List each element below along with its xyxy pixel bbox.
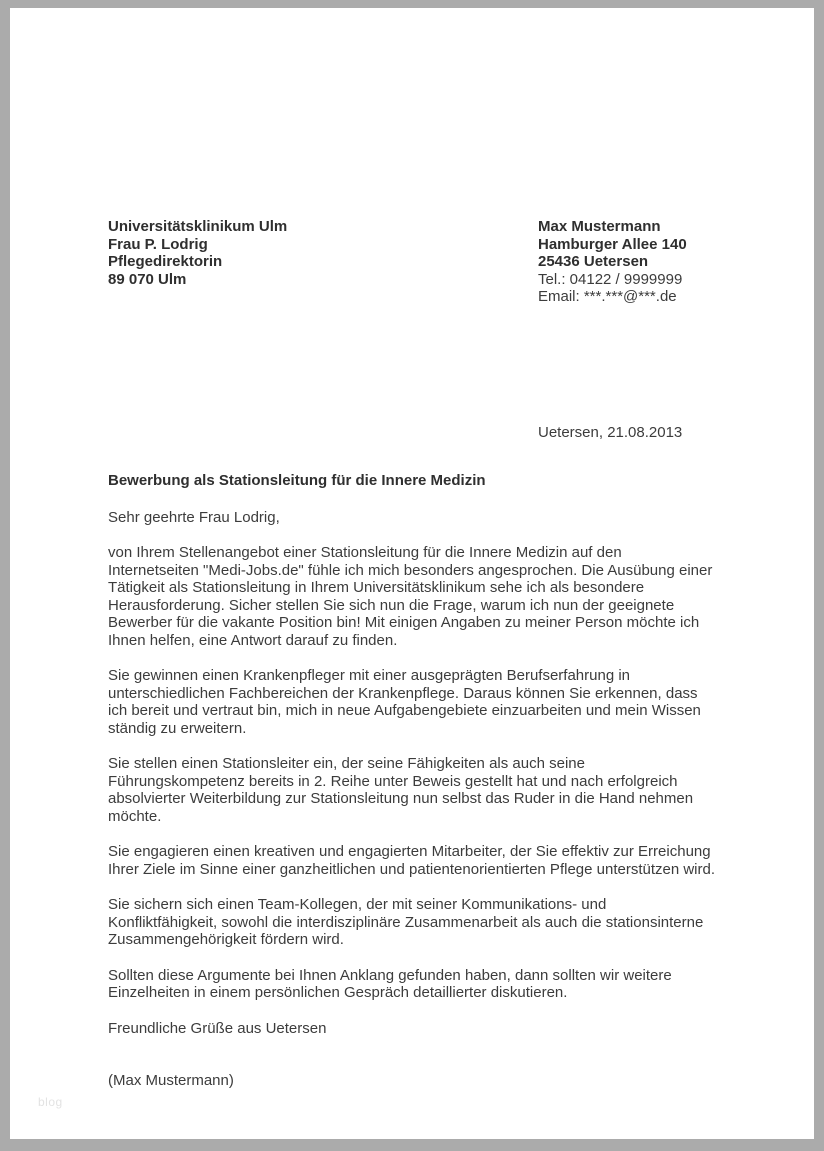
address-row (108, 218, 716, 306)
sender-email: Email: ***.***@***.de (538, 288, 677, 305)
paragraph: von Ihrem Stellenangebot einer Stationsleitung für die Innere Medizin auf den Internetseiten "Medi-Jobs.de" fühle ich mich besonders angesprochen. Die Ausübung einer Tätigkeit als Stationsleitung in Ihrem Universitätsklinikum sehe ich als besondere Herausforderung. Sicher stellen Sie sich nun die Frage, warum ich nun der geeignete Bewerber für die vakante Position bin! Mit einigen Angaben zu meiner Person möchte ich Ihnen helfen, eine Antwort darauf zu finden. (108, 544, 713, 649)
subject-line: Bewerbung als Stationsleitung für die Innere Medizin (108, 472, 486, 489)
date-line: Uetersen, 21.08.2013 (538, 423, 683, 441)
paragraph: Sie gewinnen einen Krankenpfleger mit einer ausgeprägten Berufserfahrung in unterschiedlichen Fachbereichen der Krankenpflege. Daraus können Sie erkennen, dass ich bereit und vertraut bin, mich in neue Aufgabengebiete einzuarbeiten und mein Wissen ständig zu erweitern. (108, 667, 701, 737)
recipient-address (108, 218, 538, 288)
paragraph: Sie engagieren einen kreativen und engagierten Mitarbeiter, der Sie effektiv zur Erreichung Ihrer Ziele im Sinne einer ganzheitlichen und patientenorientierten Pflege unterstützen wird. (108, 843, 716, 878)
salutation: Sehr geehrte Frau Lodrig, (108, 508, 280, 526)
letter-page (10, 8, 814, 1139)
watermark-text: blog (38, 1094, 63, 1109)
sender-address (538, 218, 687, 306)
sender-street: Hamburger Allee 140 (538, 235, 687, 253)
recipient-line: Pflegedirektorin (108, 253, 223, 270)
sender-phone: Tel.: 04122 / 9999999 (538, 270, 683, 288)
sender-city: 25436 Uetersen (538, 253, 649, 270)
paragraph: Sie stellen einen Stationsleiter ein, der seine Fähigkeiten als auch seine Führungskompetenz bereits in 2. Reihe unter Beweis gestellt hat und nach erfolgreich absolvierter Weiterbildung zur Stationsleitung nun selbst das Ruder in die Hand nehmen möchte. (108, 755, 694, 825)
paragraph: Sie sichern sich einen Team-Kollegen, der mit seiner Kommunikations- und Konfliktfähigkeit, sowohl die interdisziplinäre Zusammenarbeit als auch die stationsinterne Zusammengehörigkeit fördern wird. (108, 896, 704, 948)
recipient-line: 89 070 Ulm (108, 270, 187, 288)
closing-line: Freundliche Grüße aus Uetersen (108, 1019, 327, 1037)
recipient-line: Frau P. Lodrig (108, 235, 208, 253)
sender-name: Max Mustermann (538, 218, 661, 235)
signature-line: (Max Mustermann) (108, 1072, 234, 1089)
letter-content (10, 8, 814, 1090)
paragraph: Sollten diese Argumente bei Ihnen Anklang gefunden haben, dann sollten wir weitere Einzelheiten in einem persönlichen Gespräch detaillierter diskutieren. (108, 966, 672, 1001)
recipient-line: Universitätsklinikum Ulm (108, 218, 288, 235)
